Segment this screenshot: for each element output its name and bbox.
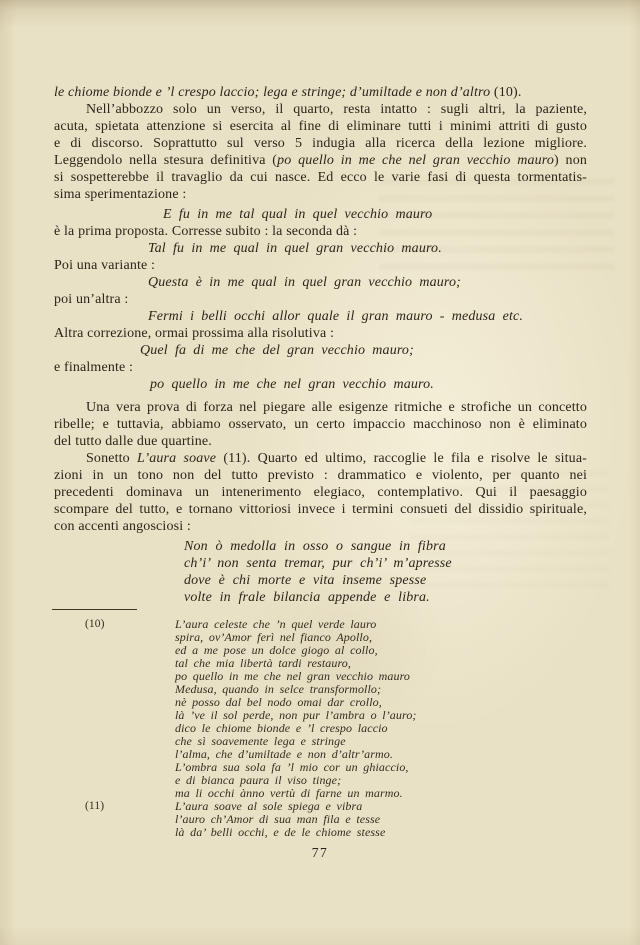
italic-text: le chiome bionde e ’l crespo laccio; lega e stringe; d’umiltade e non d’altro: [54, 85, 494, 100]
footnote-marker: (11): [85, 800, 105, 812]
footnote-text: ma li occhi ànno vertù di farne un marmo.: [175, 786, 403, 800]
footnote-line: [54, 826, 587, 839]
verse-line: E fu in me tal qual in quel vecchio mauro: [163, 207, 433, 222]
roman-text: Leggendolo nella stesura definitiva (: [54, 153, 278, 168]
text-line: scompare del tutto, e tornano vittoriosi invece i termini consueti del dissidio spirituale,: [54, 502, 587, 517]
footnote-text: L’aura soave al sole spiega e vibra: [175, 799, 363, 813]
text-line: poi un’altra :: [54, 292, 129, 307]
text-line: [54, 450, 587, 467]
italic-text: L’aura soave: [137, 451, 217, 466]
page-number: 77: [311, 845, 329, 860]
text-line: acuta, spietata attenzione si esercita al fine di eliminare tutti i minimi attriti di gusto: [54, 119, 587, 134]
verse-line: volte in frale bilancia appende e libra.: [184, 590, 430, 605]
footnote-text: L’ombra sua sola fa ’l mio cor un ghiaccio,: [175, 760, 409, 774]
footnote-text: tal che mia libertà tardi restauro,: [175, 656, 351, 670]
verse-line: Fermi i belli occhi allor quale il gran mauro - medusa etc.: [148, 309, 524, 324]
footnote-text: L’aura celeste che ’n quel verde lauro: [175, 617, 377, 631]
footnotes-block: [54, 618, 587, 839]
main-text-block: [54, 84, 587, 606]
roman-text: ) non: [554, 153, 588, 168]
text-line: [54, 152, 587, 169]
verse-line: Questa è in me qual in quel gran vecchio mauro;: [148, 275, 461, 290]
text-line: Altra correzione, ormai prossima alla risolutiva :: [54, 326, 335, 341]
text-line: zioni in un tono non del tutto previsto : drammatico e violento, per quanto nei: [54, 468, 587, 483]
footnote-text: Medusa, quando in selce transformollo;: [175, 682, 382, 696]
footnote-text: po quello in me che nel gran vecchio mauro: [175, 669, 411, 683]
footnote-text: dico le chiome bionde e ’l crespo laccio: [175, 721, 388, 735]
text-line: si sospetterebbe il travaglio da cui nasce. Ed ecco le varie fasi di questa tormentatis-: [54, 170, 587, 185]
text-line: precedenti dominava un intenerimento elegiaco, contemplativo. Qui il paesaggio: [54, 485, 587, 500]
verse-line: po quello in me che nel gran vecchio mauro.: [150, 377, 434, 392]
text-line: Poi una variante :: [54, 258, 156, 273]
footnote-text: che sì soavemente lega e stringe: [175, 734, 346, 748]
footnote-text: ed a me pose un dolce giogo al collo,: [175, 643, 378, 657]
text-line: con accenti angosciosi :: [54, 519, 191, 534]
text-line: e finalmente :: [54, 360, 134, 375]
verse-line: dove è chi morte e vita inseme spesse: [184, 573, 427, 588]
verse-line: Non ò medolla in osso o sangue in fibra: [184, 539, 446, 554]
italic-text: po quello in me che nel gran vecchio mauro: [277, 153, 555, 168]
text-line: è la prima proposta. Corresse subito : la seconda dà :: [54, 224, 358, 239]
roman-text: (11). Quarto ed ultimo, raccoglie le fila e risolve le situa-: [216, 451, 587, 466]
text-line: ribelle; e tuttavia, abbiamo osservato, un certo impaccio macchinoso non è eliminato: [54, 417, 587, 432]
verse-line: Quel fa di me che del gran vecchio mauro;: [140, 343, 414, 358]
verse-line: ch’i’ non senta tremar, pur ch’i’ m’apresse: [184, 556, 452, 571]
footnote-rule: [52, 609, 137, 610]
text-line: Una vera prova di forza nel piegare alle esigenze ritmiche e strofiche un concetto: [86, 400, 587, 415]
footnote-text: l’auro ch’Amor di sua man fila e tesse: [175, 812, 381, 826]
footnote-text: là ’ve il sol perde, non pur l’ambra o l’auro;: [175, 708, 417, 722]
roman-text: (10).: [493, 85, 522, 100]
text-line: Nell’abbozzo solo un verso, il quarto, resta intatto : sugli altri, la paziente,: [86, 102, 587, 117]
text-line: e di discorso. Soprattutto sul verso 5 indugia alla ricerca della lezione migliore.: [54, 136, 587, 151]
text-line: [54, 84, 587, 101]
footnote-text: l’alma, che d’umiltade e non d’altr’armo.: [175, 747, 394, 761]
roman-text: Sonetto: [86, 451, 138, 466]
text-line: del tutto dalle due quartine.: [54, 434, 212, 449]
footnote-text: là da’ belli occhi, e de le chiome stesse: [175, 825, 386, 839]
footnote-marker: (10): [85, 618, 105, 630]
footnote-text: spira, ov’Amor ferì nel fianco Apollo,: [175, 630, 373, 644]
footnote-text: nè posso dal bel nodo omai dar crollo,: [175, 695, 382, 709]
text-line: sima sperimentazione :: [54, 187, 187, 202]
footnote-text: e di bianca paura il viso tinge;: [175, 773, 342, 787]
verse-line: Tal fu in me qual in quel gran vecchio mauro.: [148, 241, 442, 256]
